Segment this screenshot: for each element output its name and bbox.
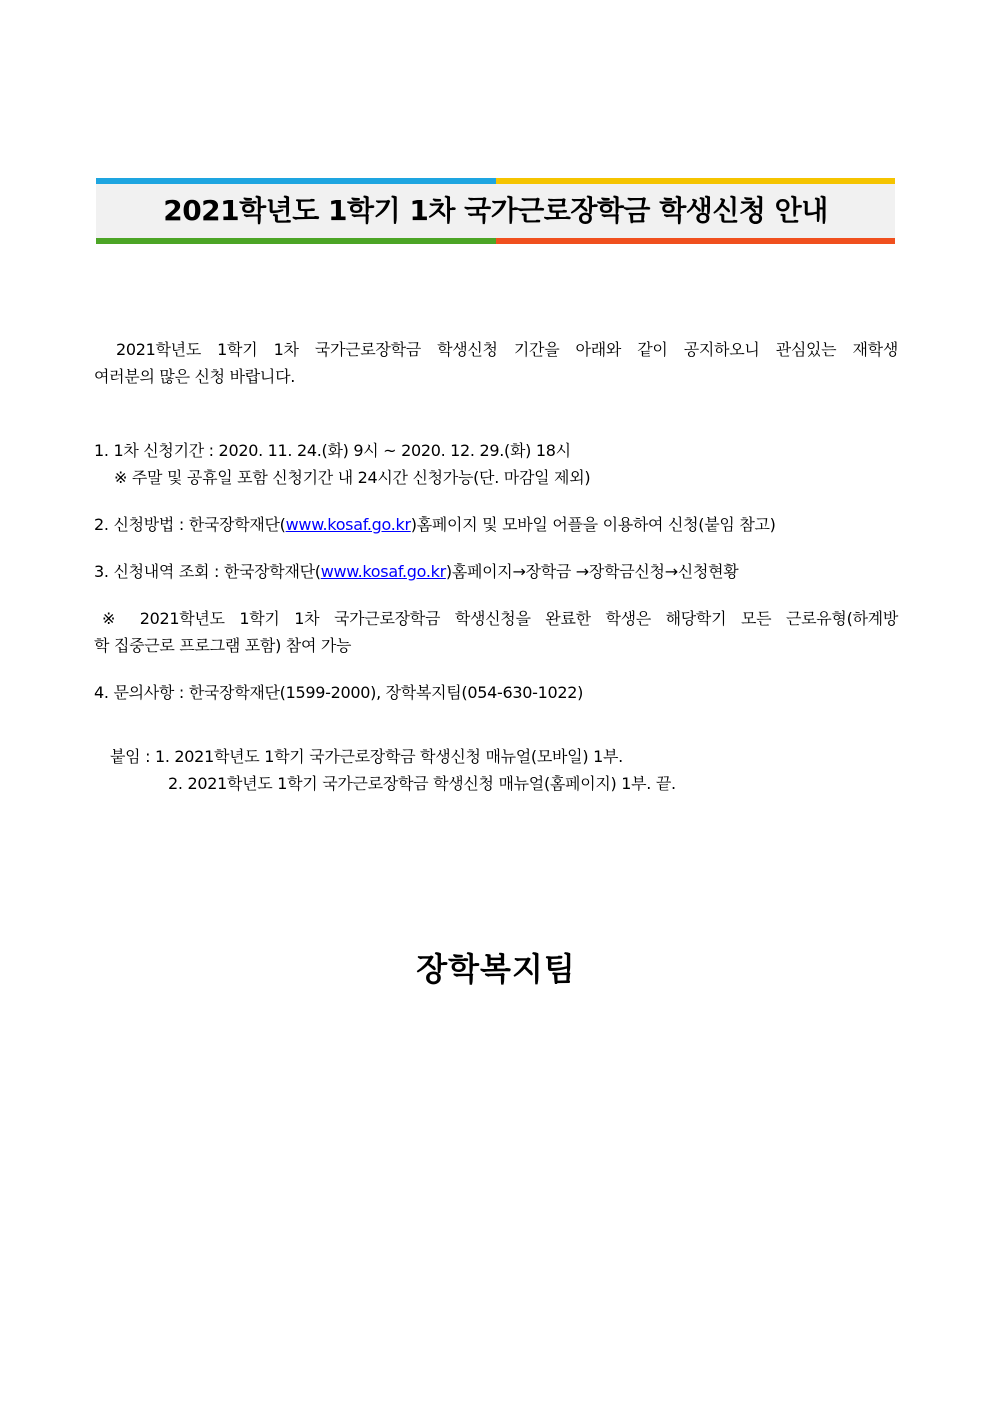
method-suffix: )홈페이지 및 모바일 어플을 이용하여 신청(붙임 참고) xyxy=(410,515,776,534)
intro-line-1: 2021학년도 1학기 1차 국가근로장학금 학생신청 기간을 아래와 같이 공지하오니 관심있는 재학생 xyxy=(116,340,898,359)
title-bar-bottom-left xyxy=(96,238,496,244)
lookup-item xyxy=(94,558,898,585)
team-signature: 장학복지팀 xyxy=(416,950,576,988)
method-prefix: 2. 신청방법 : 한국장학재단( xyxy=(94,515,286,534)
lookup-prefix: 3. 신청내역 조회 : 한국장학재단( xyxy=(94,562,321,581)
intro-line-2: 여러분의 많은 신청 바랍니다. xyxy=(94,367,296,386)
attachment-line-2: 2. 2021학년도 1학기 국가근로장학금 학생신청 매뉴얼(홈페이지) 1부. 끝. xyxy=(168,774,676,793)
attachment-line-1: 붙임 : 1. 2021학년도 1학기 국가근로장학금 학생신청 매뉴얼(모바일) 1부. xyxy=(110,747,623,766)
kosaf-link-method[interactable]: www.kosaf.go.kr xyxy=(285,515,411,534)
kosaf-link-lookup[interactable]: www.kosaf.go.kr xyxy=(320,562,446,581)
notice-line-1: ※ 2021학년도 1학기 1차 국가근로장학금 학생신청을 완료한 학생은 해당학기 모든 근로유형(하계방 xyxy=(102,609,898,628)
lookup-suffix: )홈페이지→장학금 →장학금신청→신청현황 xyxy=(445,562,739,581)
document-title: 2021학년도 1학기 1차 국가근로장학금 학생신청 안내 xyxy=(163,194,828,227)
title-bar-bottom-right xyxy=(496,238,895,244)
method-item xyxy=(94,511,898,538)
document-title-box xyxy=(96,178,895,244)
contact-item: 4. 문의사항 : 한국장학재단(1599-2000), 장학복지팀(054-630-1022) xyxy=(94,683,584,702)
period-note: ※ 주말 및 공휴일 포함 신청기간 내 24시간 신청가능(단. 마감일 제외) xyxy=(114,468,591,487)
notice-line-2: 학 집중근로 프로그램 포함) 참여 가능 xyxy=(94,636,352,655)
document-body xyxy=(94,336,898,797)
period-item: 1. 1차 신청기간 : 2020. 11. 24.(화) 9시 ~ 2020. 12. 29.(화) 18시 xyxy=(94,441,571,460)
